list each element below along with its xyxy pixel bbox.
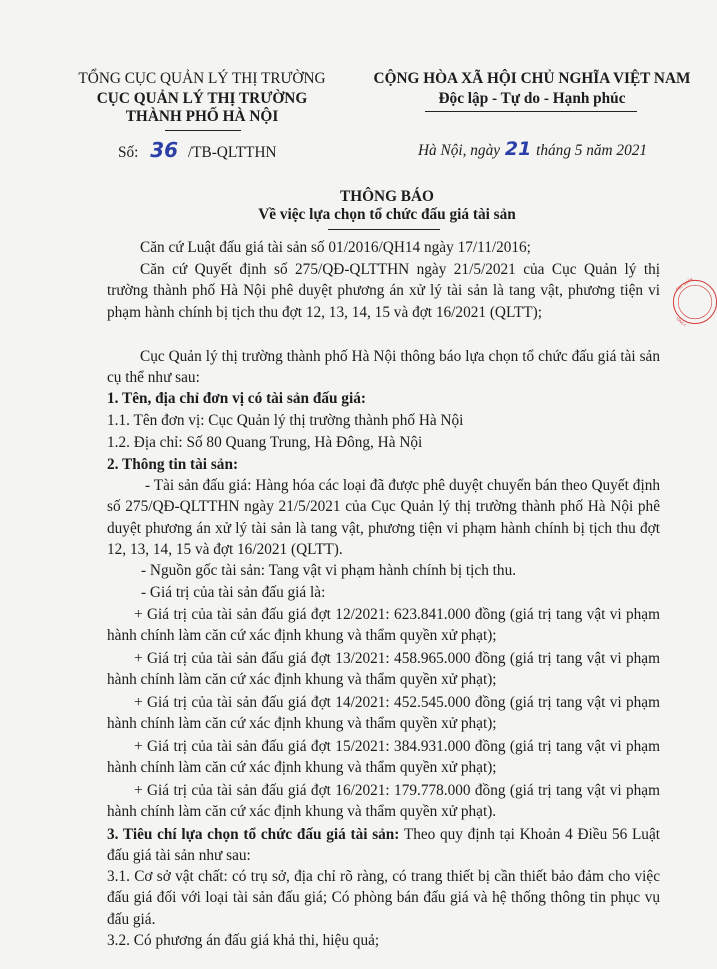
- value-item-14: + Giá trị của tài sản đấu giá đợt 14/2021: 452.545.000 đồng (giá trị tang vật vi phạm hành chính làm căn cứ xác định khung và thẩm quyền xử phạt);: [107, 694, 660, 733]
- section-3-2: 3.2. Có phương án đấu giá khả thi, hiệu quả;: [107, 932, 380, 949]
- agency-name-line2: THÀNH PHỐ HÀ NỘI: [125, 108, 279, 125]
- section-3-1: 3.1. Cơ sở vật chất: có trụ sở, địa chỉ rõ ràng, có trang thiết bị cần thiết bảo đảm cho việc đấu giá đối với loại tài sản đấu giá; Có phòng bán đấu giá và hệ thống thông tin phục vụ đấu giá.: [107, 868, 660, 928]
- section-2-asset: - Tài sản đấu giá: Hàng hóa các loại đã được phê duyệt chuyển bán theo Quyết định số 275/QĐ-QLTTHN ngày 21/5/2021 của Cục Quản lý thị trường thành phố Hà Nội phê duyệt phương án xử lý tài sản là tang vật, phương tiện vi phạm hành chính bị tịch thu đợt 12, 13, 14, 15 và đợt 16/2021 (QLTT).: [107, 477, 660, 559]
- section-3-heading: [107, 824, 660, 867]
- value-item-15: + Giá trị của tài sản đấu giá đợt 15/2021: 384.931.000 đồng (giá trị tang vật vi phạm hành chính làm căn cứ xác định khung và thẩm quyền xử phạt);: [107, 738, 660, 777]
- section-3-heading-rest: Theo quy định tại Khoản 4 Điều 56 Luật đấu giá tài sản như sau:: [107, 826, 660, 865]
- motto-underline: [425, 111, 637, 112]
- value-item-13: + Giá trị của tài sản đấu giá đợt 13/2021: 458.965.000 đồng (giá trị tang vật vi phạm hành chính làm căn cứ xác định khung và thẩm quyền xử phạt);: [107, 650, 660, 689]
- section-3-heading-bold: 3. Tiêu chí lựa chọn tổ chức đấu giá tài sản:: [107, 826, 400, 843]
- date-day-handwritten: 21: [504, 138, 532, 160]
- agency-parent: TỔNG CỤC QUẢN LÝ THỊ TRƯỜNG: [78, 70, 326, 87]
- doc-number-label: Số:: [118, 144, 139, 161]
- stamp-text-top: CỤC QUẢN: [675, 277, 694, 292]
- section-2-origin: - Nguồn gốc tài sản: Tang vật vi phạm hành chính bị tịch thu.: [141, 562, 517, 579]
- section-1-heading: 1. Tên, địa chỉ đơn vị có tài sản đấu giá:: [107, 390, 366, 407]
- official-stamp: [674, 232, 717, 372]
- doc-title: THÔNG BÁO: [340, 188, 434, 205]
- stamp-text-side: TỔNG C: [674, 316, 687, 328]
- date-prefix: Hà Nội, ngày: [418, 142, 501, 159]
- agency-name-line1: CỤC QUẢN LÝ THỊ TRƯỜNG: [96, 90, 308, 107]
- section-2-heading: 2. Thông tin tài sản:: [107, 456, 239, 473]
- value-item-12: + Giá trị của tài sản đấu giá đợt 12/2021: 623.841.000 đồng (giá trị tang vật vi phạm hành chính làm căn cứ xác định khung và thẩm quyền xử phạt);: [107, 606, 660, 645]
- country-name: CỘNG HÒA XÃ HỘI CHỦ NGHĨA VIỆT NAM: [373, 70, 691, 87]
- doc-number-suffix: /TB-QLTTHN: [187, 144, 277, 161]
- agency-underline: [165, 130, 241, 131]
- subtitle-underline: [328, 229, 440, 230]
- basis-1: Căn cứ Luật đấu giá tài sản số 01/2016/QH14 ngày 17/11/2016;: [140, 239, 531, 256]
- date-suffix: tháng 5 năm 2021: [536, 142, 648, 159]
- doc-number-handwritten: 36: [150, 138, 179, 162]
- value-item-16: + Giá trị của tài sản đấu giá đợt 16/2021: 179.778.000 đồng (giá trị tang vật vi phạm hành chính làm căn cứ xác định khung và thẩm quyền xử phạt).: [107, 782, 660, 821]
- section-1-1: 1.1. Tên đơn vị: Cục Quản lý thị trường thành phố Hà Nội: [107, 412, 464, 429]
- doc-date: [418, 138, 647, 160]
- section-2-value-intro: - Giá trị của tài sản đấu giá là:: [141, 584, 326, 601]
- basis-2: Căn cứ Quyết định số 275/QĐ-QLTTHN ngày 21/5/2021 của Cục Quản lý thị trường thành phố Hà Nội phê duyệt phương án xử lý tài sản là tang vật, phương tiện vi phạm hành chính bị tịch thu đợt 12, 13, 14, 15 và đợt 16/2021 (QLTT);: [107, 261, 660, 321]
- motto: Độc lập - Tự do - Hạnh phúc: [438, 90, 626, 107]
- intro-paragraph: Cục Quản lý thị trường thành phố Hà Nội thông báo lựa chọn tổ chức đấu giá tài sản cụ thể như sau:: [107, 348, 660, 387]
- section-1-2: 1.2. Địa chỉ: Số 80 Quang Trung, Hà Đông, Hà Nội: [107, 434, 423, 451]
- doc-subtitle: Về việc lựa chọn tổ chức đấu giá tài sản: [258, 206, 516, 223]
- doc-number: [118, 138, 277, 162]
